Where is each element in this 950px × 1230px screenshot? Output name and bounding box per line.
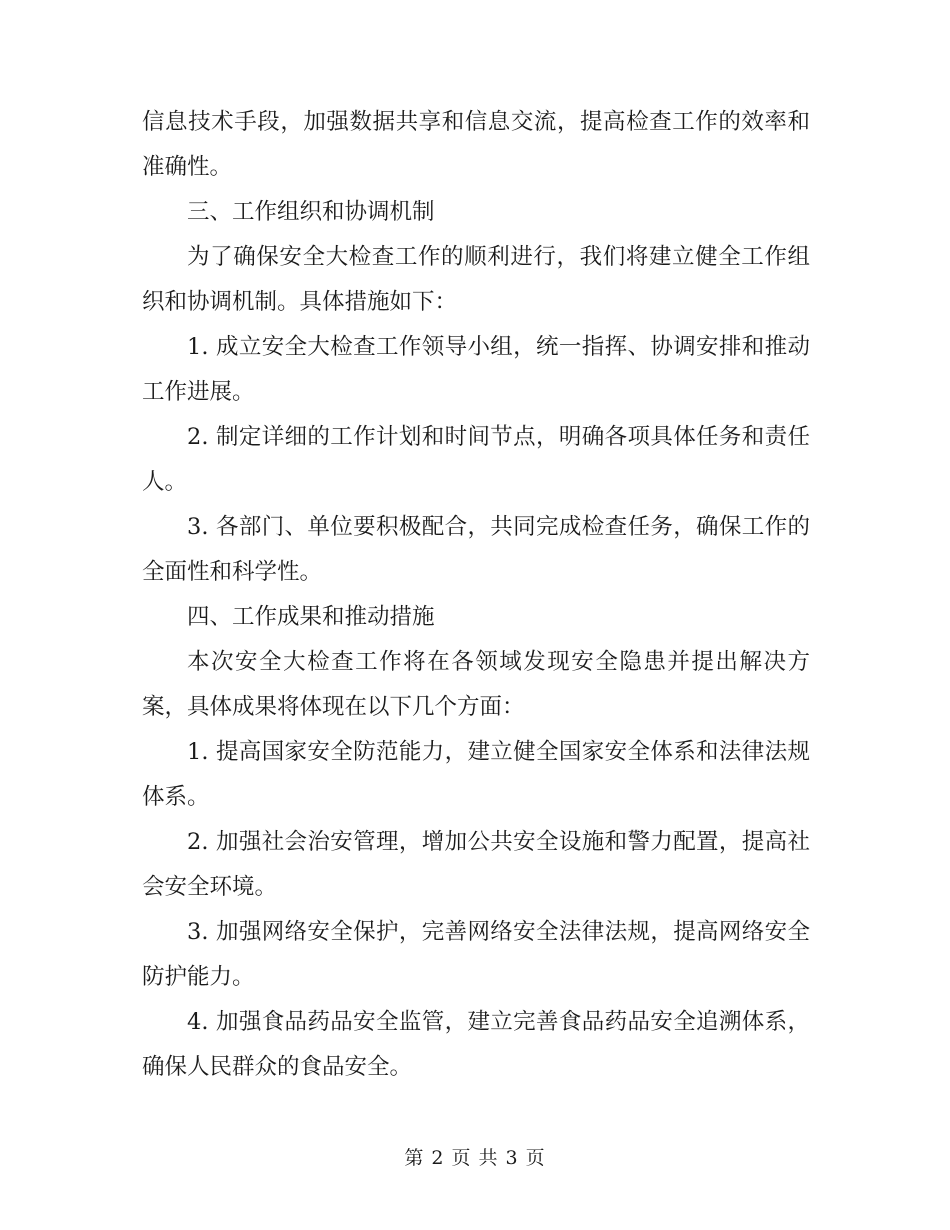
section-heading-3: 三、工作组织和协调机制 — [187, 199, 435, 225]
body-paragraph: 本次安全大检查工作将在各领域发现安全隐患并提出解决方案，具体成果将体现在以下几个方面： — [142, 649, 810, 720]
list-item: 1. 成立安全大检查工作领导小组，统一指挥、协调安排和推动工作进展。 — [142, 334, 810, 405]
list-item: 2. 加强社会治安管理，增加公共安全设施和警力配置，提高社会安全环境。 — [142, 829, 810, 900]
list-item: 4. 加强食品药品安全监管，建立完善食品药品安全追溯体系，确保人民群众的食品安全。 — [142, 1009, 810, 1080]
body-paragraph: 为了确保安全大检查工作的顺利进行，我们将建立健全工作组织和协调机制。具体措施如下： — [142, 244, 810, 315]
list-item: 1. 提高国家安全防范能力，建立健全国家安全体系和法律法规体系。 — [142, 739, 810, 810]
document-body — [142, 100, 810, 1090]
list-item: 3. 加强网络安全保护，完善网络安全法律法规，提高网络安全防护能力。 — [142, 919, 810, 990]
list-item: 2. 制定详细的工作计划和时间节点，明确各项具体任务和责任人。 — [142, 424, 810, 495]
page-footer: 第 2 页 共 3 页 — [404, 1147, 546, 1169]
body-paragraph-continuation: 信息技术手段，加强数据共享和信息交流，提高检查工作的效率和准确性。 — [142, 109, 810, 180]
list-item: 3. 各部门、单位要积极配合，共同完成检查任务，确保工作的全面性和科学性。 — [142, 514, 810, 585]
section-heading-4: 四、工作成果和推动措施 — [187, 604, 435, 630]
